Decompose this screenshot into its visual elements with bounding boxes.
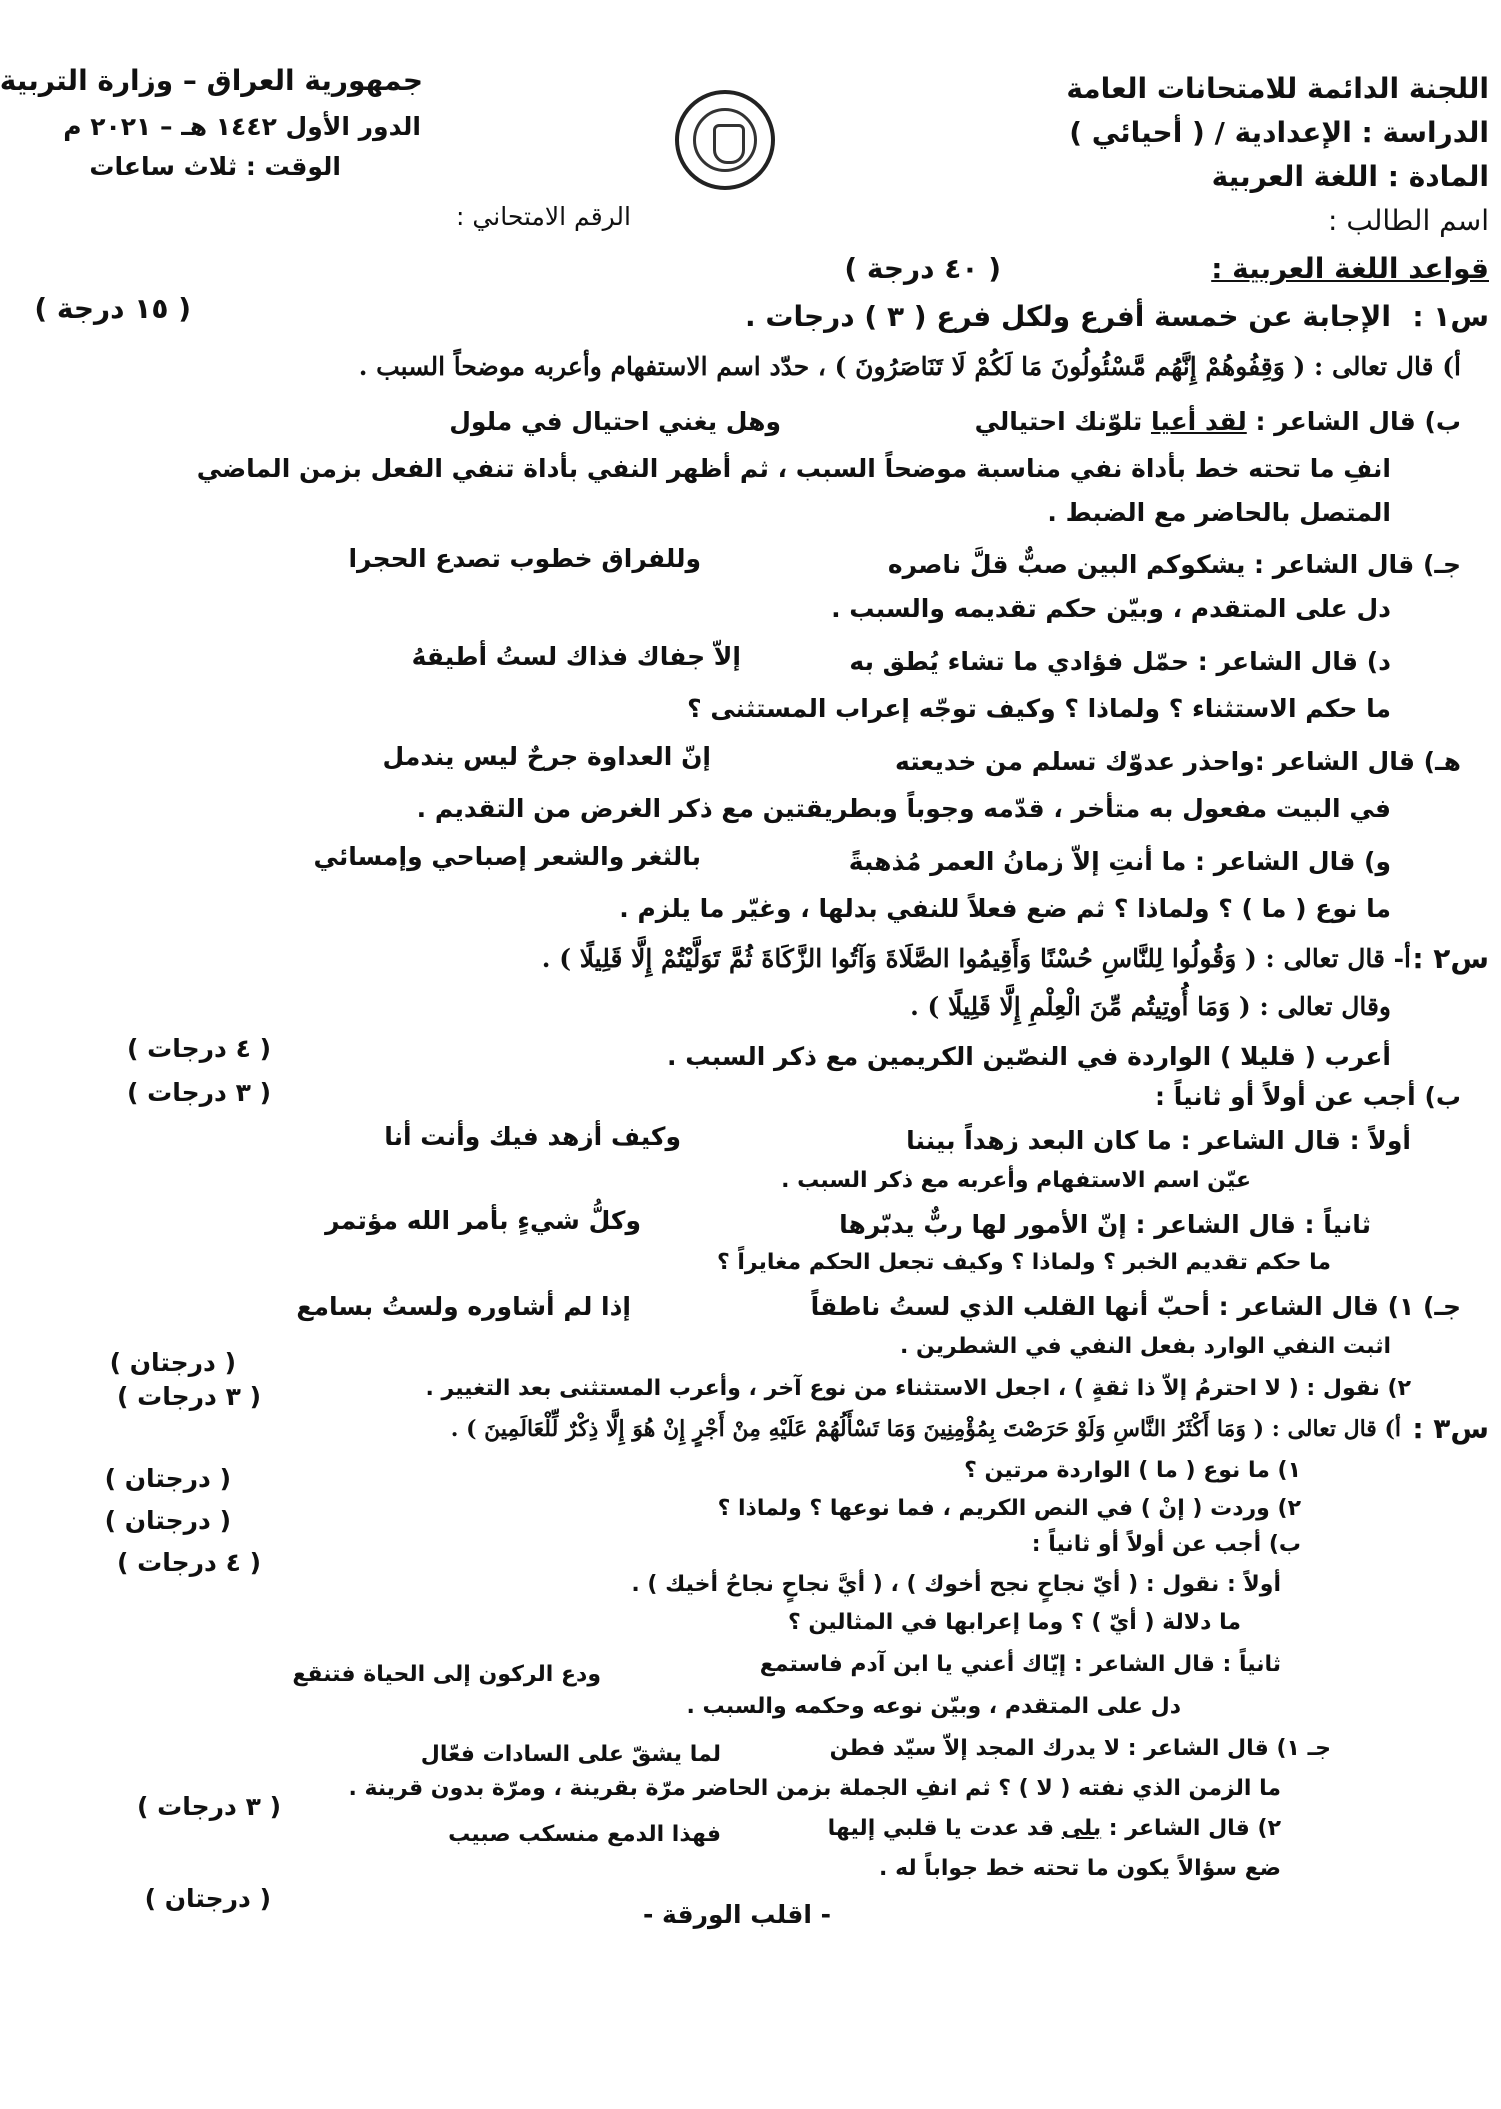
q1-d-verse2: إلاّ جفاك فذاك لستُ أطيقهُ [411, 642, 741, 671]
q3-b1: أولاً : نقول : ( أيّ نجاحٍ نجح أخوك ) ، ( أيَّ نجاحٍ نجاحُ أخيك ) . [631, 1572, 1281, 1597]
q1-c-verse1: جـ) قال الشاعر : يشكوكم البين صبٌّ قلَّ ناصره [887, 550, 1461, 579]
q3-b-intro: ب) أجب عن أولاً أو ثانياً : [1031, 1532, 1301, 1557]
q1-f-question: ما نوع ( ما ) ؟ ولماذا ؟ ثم ضع فعلاً للنفي بدلها ، وغيّر ما يلزم . [619, 894, 1391, 923]
q3-a-intro: أ) قال تعالى : ( وَمَا أَكْثَرُ النَّاسِ وَلَوْ حَرَصْتَ بِمُؤْمِنِينَ وَمَا تَسْأَلُهُمْ عَلَيْهِ مِنْ أَجْرٍ إِنْ هُوَ إِلَّا ذِكْرٌ لِّلْعَالَمِينَ ) . [450, 1416, 1401, 1442]
q2-b-intro: ب) أجب عن أولاً أو ثانياً : [1155, 1082, 1461, 1111]
q3-c2-verse2: فهذا الدمع منسكب صبيب [448, 1822, 721, 1847]
q1-a: أ) قال تعالى : ( وَقِفُوهُمْ إِنَّهُم مَّسْئُولُونَ مَا لَكُمْ لَا تَنَاصَرُونَ ) ، حدّد اسم الاستفهام وأعربه موضحاً السبب . [358, 352, 1461, 381]
q1-c-verse2: وللفراق خطوب تصدع الحجرا [348, 544, 701, 573]
q1-f-verse1: و) قال الشاعر : ما أنتِ إلاّ زمانُ العمر مُذهبةً [848, 847, 1391, 876]
q3-b-marks: ( ٤ درجات ) [117, 1548, 261, 1577]
q2-b1-verse1: أولاً : قال الشاعر : ما كان البعد زهداً بيننا [906, 1126, 1411, 1155]
q3-a2: ٢) وردت ( إنْ ) في النص الكريم ، فما نوعها ؟ ولماذا ؟ [717, 1496, 1301, 1521]
session-line: الدور الأول ١٤٤٢ هـ – ٢٠٢١ م [63, 112, 421, 141]
q2-c1-verse1: جـ) ١) قال الشاعر : أحبّ أنها القلب الذي لستُ ناطقاً [810, 1292, 1461, 1321]
q3-b2-question: دل على المتقدم ، وبيّن نوعه وحكمه والسبب . [686, 1694, 1181, 1719]
q1-c-question: دل على المتقدم ، وبيّن حكم تقديمه والسبب . [831, 594, 1391, 623]
q3-c1-verse2: لما يشقّ على السادات فعّال [420, 1742, 721, 1767]
turn-page-note: - اقلب الورقة - [642, 1900, 831, 1929]
q1-label: س١ : [1412, 300, 1489, 333]
q1-b-question-cont: المتصل بالحاضر مع الضبط . [1047, 498, 1391, 527]
q1-d-verse1: د) قال الشاعر : حمّل فؤادي ما تشاء يُطق به [849, 647, 1391, 676]
section-total-marks: ( ٤٠ درجة ) [844, 252, 1001, 285]
q1-b-question: انفِ ما تحته خط بأداة نفي مناسبة موضحاً السبب ، ثم أظهر النفي بأداة تنفي الفعل بزمن الماضي [196, 454, 1391, 483]
q1-marks: ( ١٥ درجة ) [34, 292, 191, 325]
time-line: الوقت : ثلاث ساعات [89, 152, 341, 181]
q3-a2-marks: ( درجتان ) [104, 1506, 231, 1535]
q1-e-question: في البيت مفعول به متأخر ، قدّمه وجوباً وبطريقتين مع ذكر الغرض من التقديم . [416, 794, 1391, 823]
q3-b2-verse1: ثانياً : قال الشاعر : إيّاك أعني يا ابن آدم فاستمع [759, 1652, 1281, 1677]
q1-b-verse2: وهل يغني احتيال في ملول [449, 407, 781, 436]
q2-b2-verse2: وكلُّ شيءٍ بأمر الله مؤتمر [325, 1206, 641, 1235]
q1-e-verse2: إنّ العداوة جرحٌ ليس يندمل [382, 742, 711, 771]
q3-c2-underlined: بلى [1061, 1816, 1102, 1841]
q3-c2-marks: ( درجتان ) [144, 1884, 271, 1913]
q3-b1-question: ما دلالة ( أيّ ) ؟ وما إعرابها في المثالين ؟ [788, 1610, 1241, 1635]
q3-label: س٣ : [1412, 1412, 1489, 1445]
q1-b-verse1: ب) قال الشاعر : لقد أعيا تلوّنك احتيالي [974, 407, 1461, 436]
q1-instruction: الإجابة عن خمسة أفرع ولكل فرع ( ٣ ) درجات . [744, 300, 1391, 333]
q2-b1-verse2: وكيف أزهد فيك وأنت أنا [384, 1122, 681, 1151]
q3-c1-marks: ( ٣ درجات ) [137, 1792, 281, 1821]
q3-a1: ١) ما نوع ( ما ) الواردة مرتين ؟ [964, 1458, 1301, 1483]
q2-a1: أ- قال تعالى : ( وَقُولُوا لِلنَّاسِ حُسْنًا وَأَقِيمُوا الصَّلَاةَ وَآتُوا الزَّكَاةَ ثُمَّ تَوَلَّيْتُمْ إِلَّا قَلِيلًا ) . [541, 944, 1411, 973]
q2-c1-question: اثبت النفي الوارد بفعل النفي في الشطرين . [899, 1334, 1391, 1359]
q2-c1-verse2: إذا لم أشاوره ولستُ بسامع [296, 1292, 631, 1321]
q2-label: س٢ : [1412, 942, 1489, 975]
q2-a-marks: ( ٤ درجات ) [127, 1034, 271, 1063]
q2-b-marks: ( ٣ درجات ) [127, 1078, 271, 1107]
q2-c2: ٢) نقول : ( لا احترمُ إلاّ ذا ثقةٍ ) ، اجعل الاستثناء من نوع آخر ، وأعرب المستثنى بعد التغيير . [425, 1376, 1411, 1401]
ministry-logo-icon [675, 90, 775, 190]
q2-c2-marks: ( ٣ درجات ) [117, 1382, 261, 1411]
section-title: قواعد اللغة العربية : [1211, 252, 1489, 285]
q2-b2-verse1: ثانياً : قال الشاعر : إنّ الأمور لها ربٌّ يدبّرها [839, 1210, 1371, 1239]
q1-e-verse1: هـ) قال الشاعر :واحذر عدوّك تسلم من خديعته [895, 747, 1461, 776]
q3-c1-verse1: جـ ١) قال الشاعر : لا يدرك المجد إلاّ سيّد فطن [829, 1736, 1331, 1761]
q2-a3: أعرب ( قليلا ) الواردة في النصّين الكريمين مع ذكر السبب . [667, 1042, 1391, 1071]
q2-a2: وقال تعالى : ( وَمَا أُوتِيتُم مِّنَ الْعِلْمِ إِلَّا قَلِيلًا ) . [910, 992, 1391, 1021]
student-name-label: اسم الطالب : [1328, 204, 1489, 237]
ministry-title: جمهورية العراق – وزارة التربية [0, 64, 423, 97]
q1-f-verse2: بالثغر والشعر إصباحي وإمسائي [313, 842, 701, 871]
q3-c2-question: ضع سؤالاً يكون ما تحته خط جواباً له . [879, 1856, 1281, 1881]
q3-b2-verse2: ودع الركون إلى الحياة فتنقع [292, 1662, 601, 1687]
q3-a1-marks: ( درجتان ) [104, 1464, 231, 1493]
study-line: الدراسة : الإعدادية / ( أحيائي ) [1069, 116, 1489, 149]
q3-c2-verse1: ٢) قال الشاعر : بلى قد عدت يا قلبي إليها [827, 1816, 1281, 1841]
q2-b2-question: ما حكم تقديم الخبر ؟ ولماذا ؟ وكيف تجعل الحكم مغايراً ؟ [716, 1250, 1331, 1275]
q2-b1-question: عيّن اسم الاستفهام وأعربه مع ذكر السبب . [781, 1168, 1251, 1193]
q2-c1-marks: ( درجتان ) [109, 1348, 236, 1377]
q1-d-question: ما حكم الاستثناء ؟ ولماذا ؟ وكيف توجّه إعراب المستثنى ؟ [687, 694, 1391, 723]
q3-c1-question: ما الزمن الذي نفته ( لا ) ؟ ثم انفِ الجملة بزمن الحاضر مرّة بقرينة ، ومرّة بدون قرينة . [348, 1776, 1281, 1801]
q1-b-underlined: لقد أعيا [1151, 407, 1247, 436]
subject-line: المادة : اللغة العربية [1211, 160, 1489, 193]
exam-number-label: الرقم الامتحاني : [456, 202, 631, 231]
committee-title: اللجنة الدائمة للامتحانات العامة [1066, 72, 1489, 105]
